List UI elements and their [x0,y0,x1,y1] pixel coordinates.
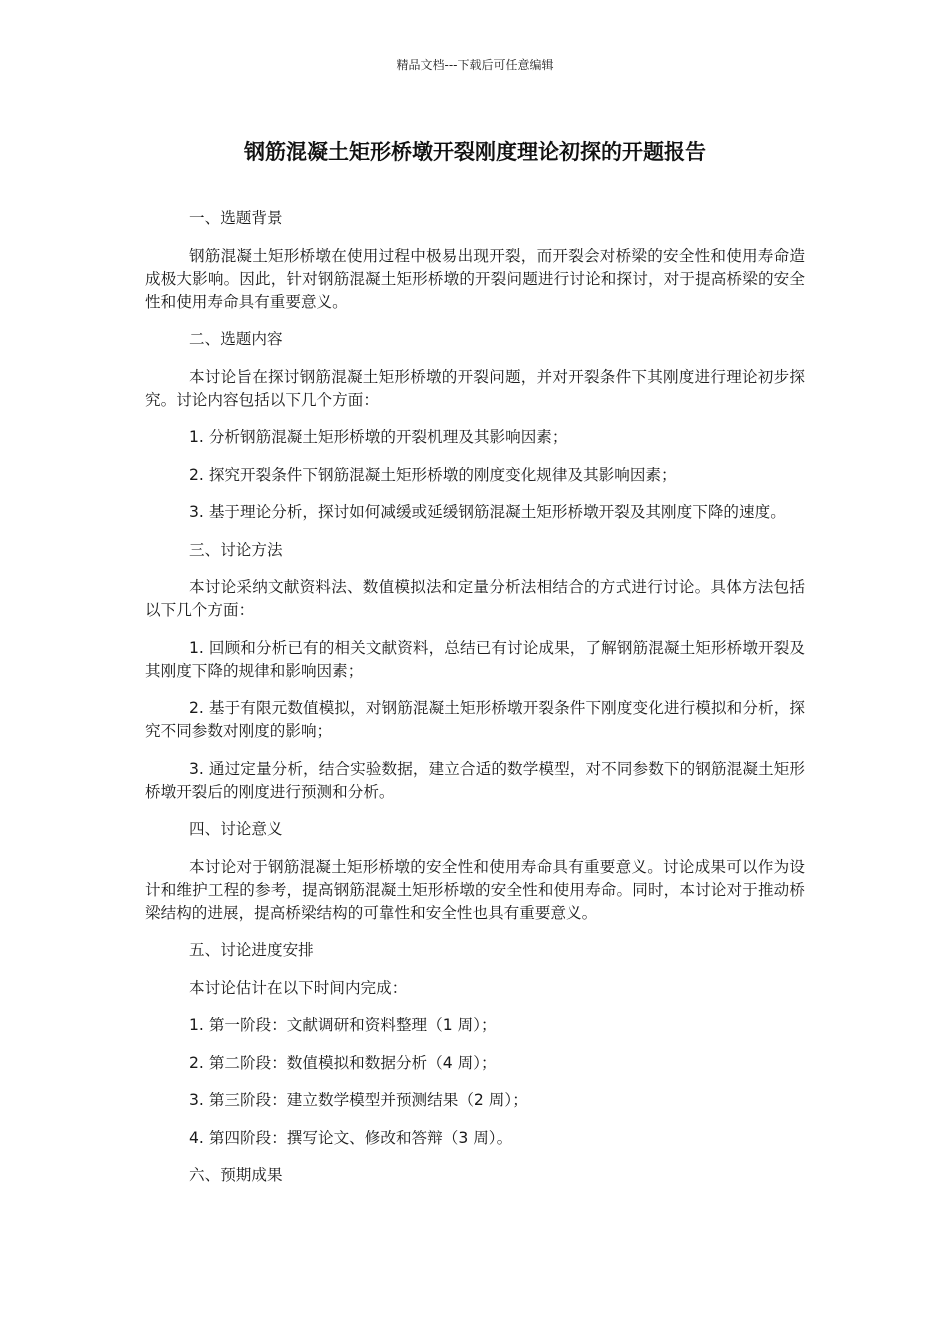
list-item: 2. 探究开裂条件下钢筋混凝土矩形桥墩的刚度变化规律及其影响因素； [189,465,677,484]
list-item: 1. 分析钢筋混凝土矩形桥墩的开裂机理及其影响因素； [189,428,568,446]
section-heading-significance: 四、讨论意义 [189,820,283,838]
paragraph-background: 钢筋混凝土矩形桥墩在使用过程中极易出现开裂，而开裂会对桥梁的安全性和使用寿命造成极大影响。因此，针对钢筋混凝土矩形桥墩的开裂问题进行讨论和探讨，对于提高桥梁的安全性和使用寿命具有重要意义。 [145,246,805,311]
list-item: 2. 基于有限元数值模拟，对钢筋混凝土矩形桥墩开裂条件下刚度变化进行模拟和分析，探究不同参数对刚度的影响； [145,699,805,740]
paragraph-content-intro: 本讨论旨在探讨钢筋混凝土矩形桥墩的开裂问题，并对开裂条件下其刚度进行理论初步探究。讨论内容包括以下几个方面： [145,367,805,409]
paragraph-significance: 本讨论对于钢筋混凝土矩形桥墩的安全性和使用寿命具有重要意义。讨论成果可以作为设计和维护工程的参考，提高钢筋混凝土矩形桥墩的安全性和使用寿命。同时，本讨论对于推动桥梁结构的进展，提高桥梁结构的可靠性和安全性也具有重要意义。 [145,857,805,922]
paragraph-methods-intro: 本讨论采纳文献资料法、数值模拟法和定量分析法相结合的方式进行讨论。具体方法包括以下几个方面： [145,578,805,619]
section-heading-background: 一、选题背景 [189,209,283,227]
list-item: 2. 第二阶段：数值模拟和数据分析（4 周）； [189,1053,497,1072]
list-item: 3. 第三阶段：建立数学模型并预测结果（2 周）； [189,1091,528,1109]
section-heading-schedule: 五、讨论进度安排 [189,941,314,959]
list-item: 3. 基于理论分析，探讨如何减缓或延缓钢筋混凝土矩形桥墩开裂及其刚度下降的速度。 [189,503,786,521]
section-heading-methods: 三、讨论方法 [189,540,283,559]
section-heading-content: 二、选题内容 [189,330,283,348]
document-title: 钢筋混凝土矩形桥墩开裂刚度理论初探的开题报告 [244,140,706,164]
section-heading-outcomes: 六、预期成果 [189,1166,283,1184]
header-note: 精品文档---下载后可任意编辑 [396,58,554,72]
document-body [145,207,805,1202]
list-item: 1. 回顾和分析已有的相关文献资料，总结已有讨论成果，了解钢筋混凝土矩形桥墩开裂及其刚度下降的规律和影响因素； [145,638,805,680]
paragraph-schedule-intro: 本讨论估计在以下时间内完成： [189,978,408,997]
list-item: 4. 第四阶段：撰写论文、修改和答辩（3 周）。 [189,1128,513,1147]
list-item: 1. 第一阶段：文献调研和资料整理（1 周）； [189,1016,497,1034]
list-item: 3. 通过定量分析，结合实验数据，建立合适的数学模型，对不同参数下的钢筋混凝土矩形桥墩开裂后的刚度进行预测和分析。 [145,759,805,801]
